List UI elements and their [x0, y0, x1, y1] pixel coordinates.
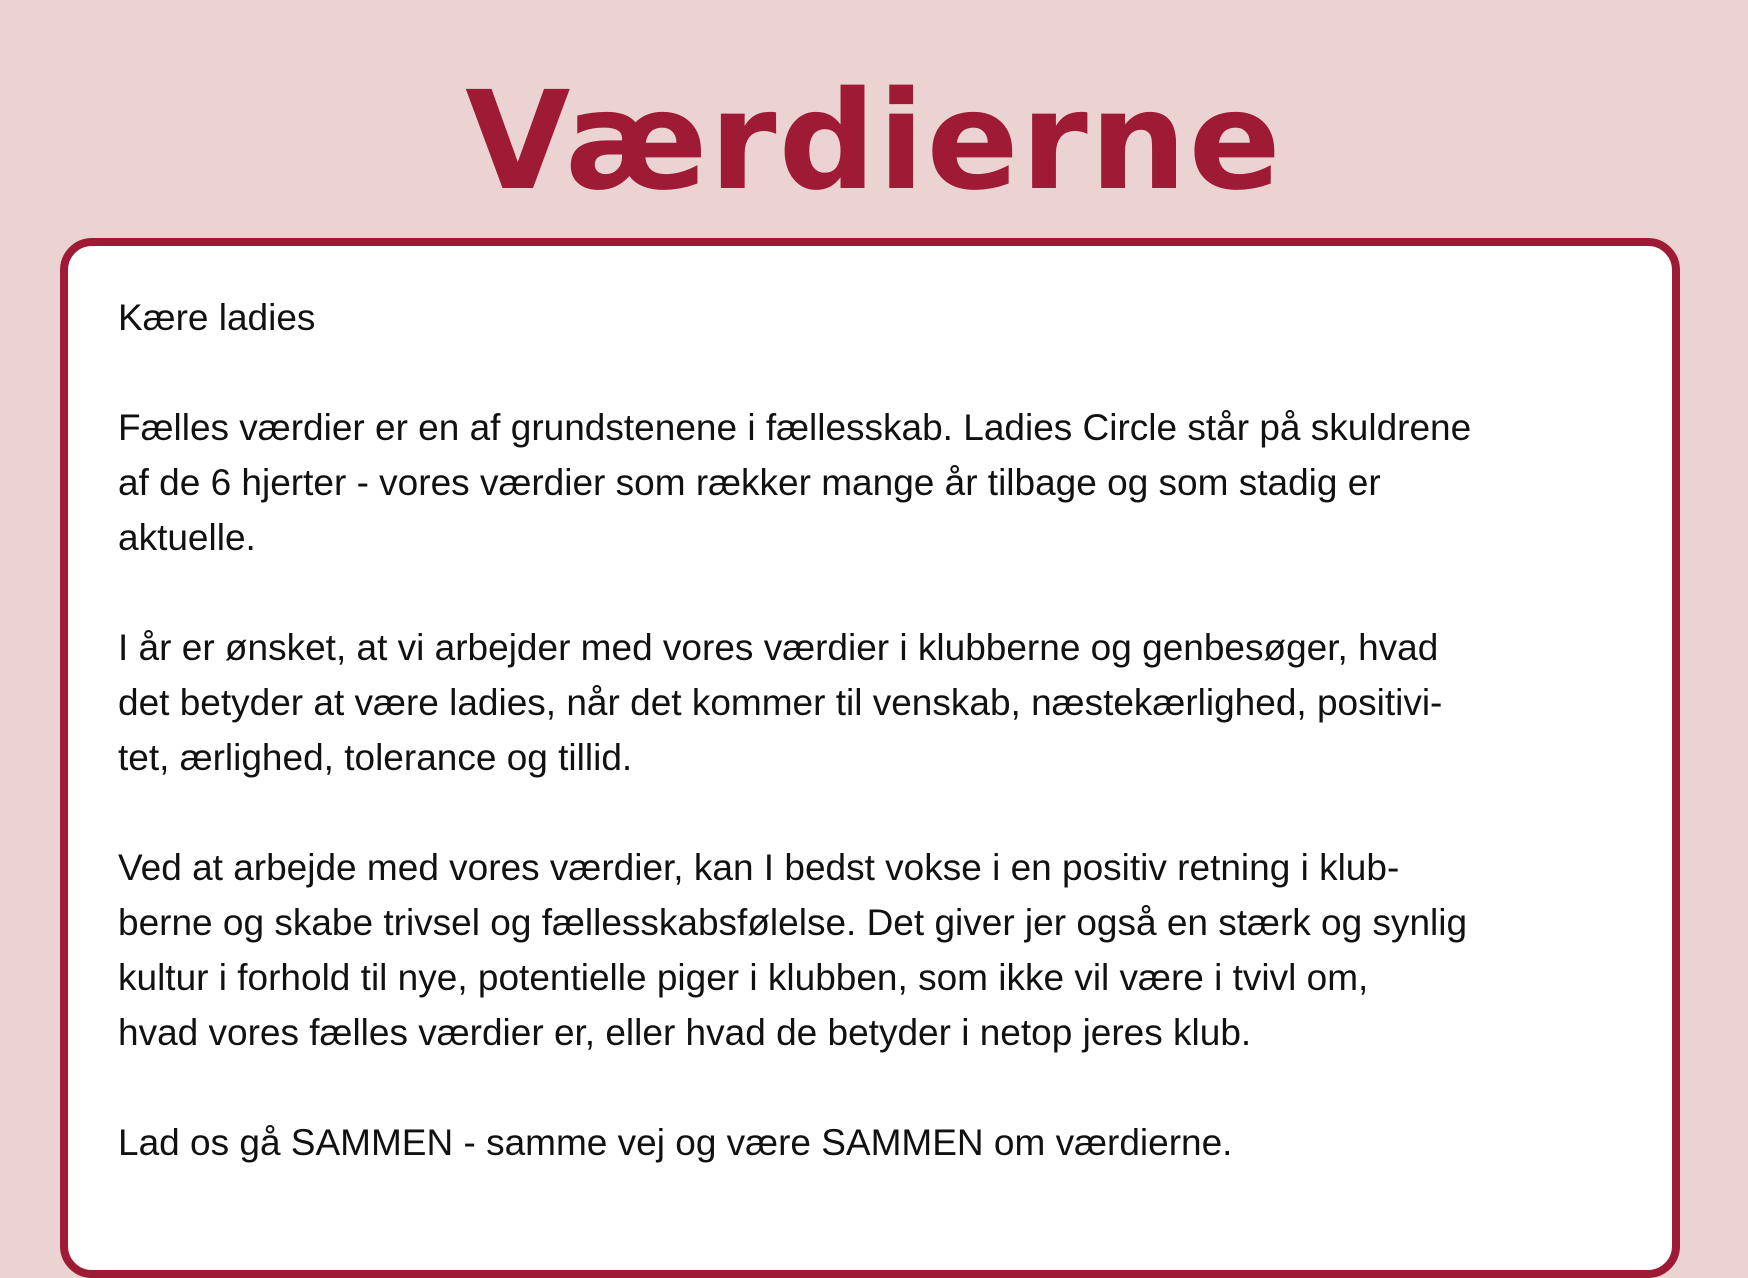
text-line: Fælles værdier er en af grundstenene i fællesskab. Ladies Circle står på skuldrene — [118, 407, 1472, 448]
text-line: aktuelle. — [118, 517, 256, 558]
text-line: berne og skabe trivsel og fællesskabsfølelse. Det giver jer også en stærk og synlig — [118, 902, 1468, 943]
text-line: tet, ærlighed, tolerance og tillid. — [118, 737, 633, 778]
letter-body — [118, 290, 1638, 1225]
page-title: Værdierne — [465, 63, 1283, 221]
paragraph-working-with-values — [118, 840, 1638, 1060]
text-line: Ved at arbejde med vores værdier, kan I bedst vokse i en positiv retning i klub- — [118, 847, 1400, 888]
closing-line: Lad os gå SAMMEN - samme vej og være SAMMEN om værdierne. — [118, 1122, 1233, 1163]
text-line: det betyder at være ladies, når det kommer til venskab, næstekærlighed, positivi- — [118, 682, 1443, 723]
salutation: Kære ladies — [118, 297, 316, 338]
text-line: I år er ønsket, at vi arbejder med vores værdier i klubberne og genbesøger, hvad — [118, 627, 1439, 668]
paragraph-this-year — [118, 620, 1638, 785]
text-line: hvad vores fælles værdier er, eller hvad de betyder i netop jeres klub. — [118, 1012, 1252, 1053]
text-line: af de 6 hjerter - vores værdier som rækker mange år tilbage og som stadig er — [118, 462, 1381, 503]
text-line: kultur i forhold til nye, potentielle piger i klubben, som ikke vil være i tvivl om, — [118, 957, 1369, 998]
paragraph-values-intro — [118, 400, 1638, 565]
